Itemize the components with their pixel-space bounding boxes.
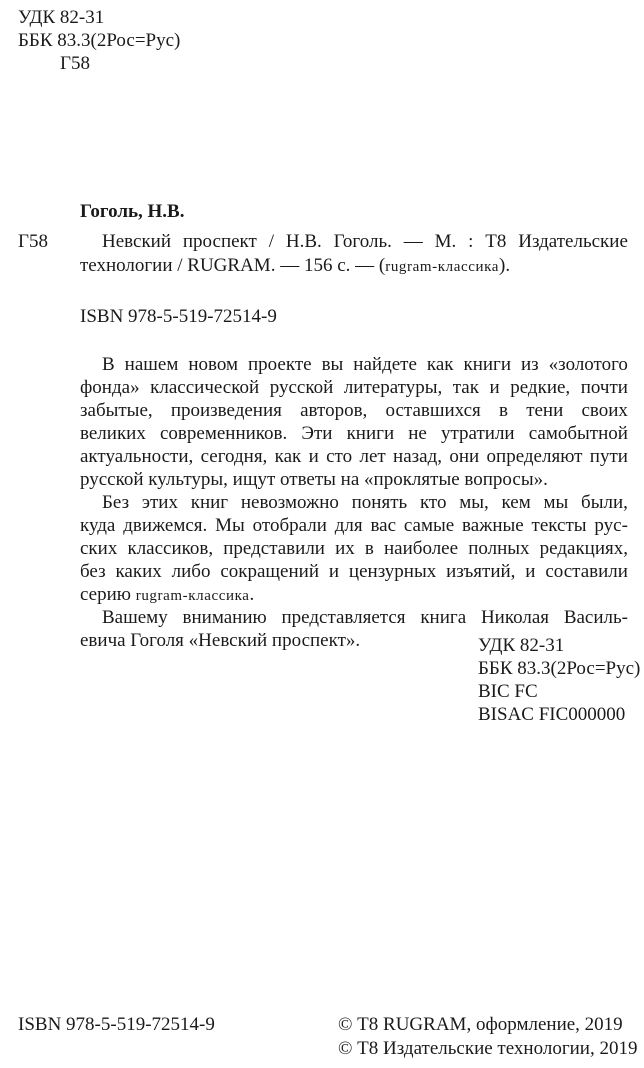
udk-code-right: УДК 82-31 — [478, 635, 565, 656]
bbk-code-top: ББК 83.3(2Рос=Рус) — [18, 30, 181, 51]
bbk-code-right: ББК 83.3(2Рос=Рус) — [478, 658, 641, 679]
annotation-line: евича Гоголя «Невский проспект». — [80, 630, 361, 651]
annotation-line: ских классиков, представили их в наиболее полных редакциях, — [80, 538, 628, 559]
author-sign-top: Г58 — [60, 53, 90, 74]
annotation-line: серию rugram-классика. — [80, 584, 255, 605]
author-heading: Гоголь, Н.В. — [80, 201, 185, 222]
copyright-publisher: © Т8 Издательские технологии, 2019 — [338, 1038, 638, 1059]
annotation-line: В нашем новом проекте вы найдете как книги из «золотого — [102, 354, 628, 375]
annotation-line: Без этих книг невозможно понять кто мы, кем мы были, — [102, 492, 628, 513]
series-name: rugram-классика — [135, 588, 250, 604]
annotation-line: забытые, произведения авторов, оставшихся в тени своих — [80, 400, 628, 421]
annotation-line: великих современников. Эти книги не утратили самобытной — [80, 423, 628, 444]
annotation-line: актуальности, сегодня, как и сто лет назад, они определяют пути — [80, 446, 628, 467]
isbn-top: ISBN 978-5-519-72514-9 — [80, 306, 277, 327]
annotation-line: русской культуры, ищут ответы на «проклятые вопросы». — [80, 469, 548, 490]
annotation-line: куда движемся. Мы отобрали для вас самые важные тексты рус- — [80, 515, 628, 536]
series-name: rugram-классика — [385, 259, 500, 275]
bic-code: BIC FC — [478, 681, 538, 702]
udk-code-top: УДК 82-31 — [18, 7, 105, 28]
annotation-line: без каких либо сокращений и цензурных изъятий, и составили — [80, 561, 628, 582]
bibliographic-line-2: технологии / RUGRAM. — 156 с. — (rugram-классика). — [80, 255, 511, 276]
copyright-design: © Т8 RUGRAM, оформление, 2019 — [338, 1014, 623, 1035]
bisac-code: BISAC FIC000000 — [478, 704, 626, 725]
bibliographic-line-1: Невский проспект / Н.В. Гоголь. — М. : Т8 Издательские — [102, 231, 628, 252]
annotation-line: Вашему вниманию представляется книга Николая Василь- — [102, 607, 628, 628]
author-sign-side: Г58 — [18, 231, 48, 252]
isbn-bottom: ISBN 978-5-519-72514-9 — [18, 1014, 215, 1035]
annotation-line: фонда» классической русской литературы, так и редкие, почти — [80, 377, 628, 398]
